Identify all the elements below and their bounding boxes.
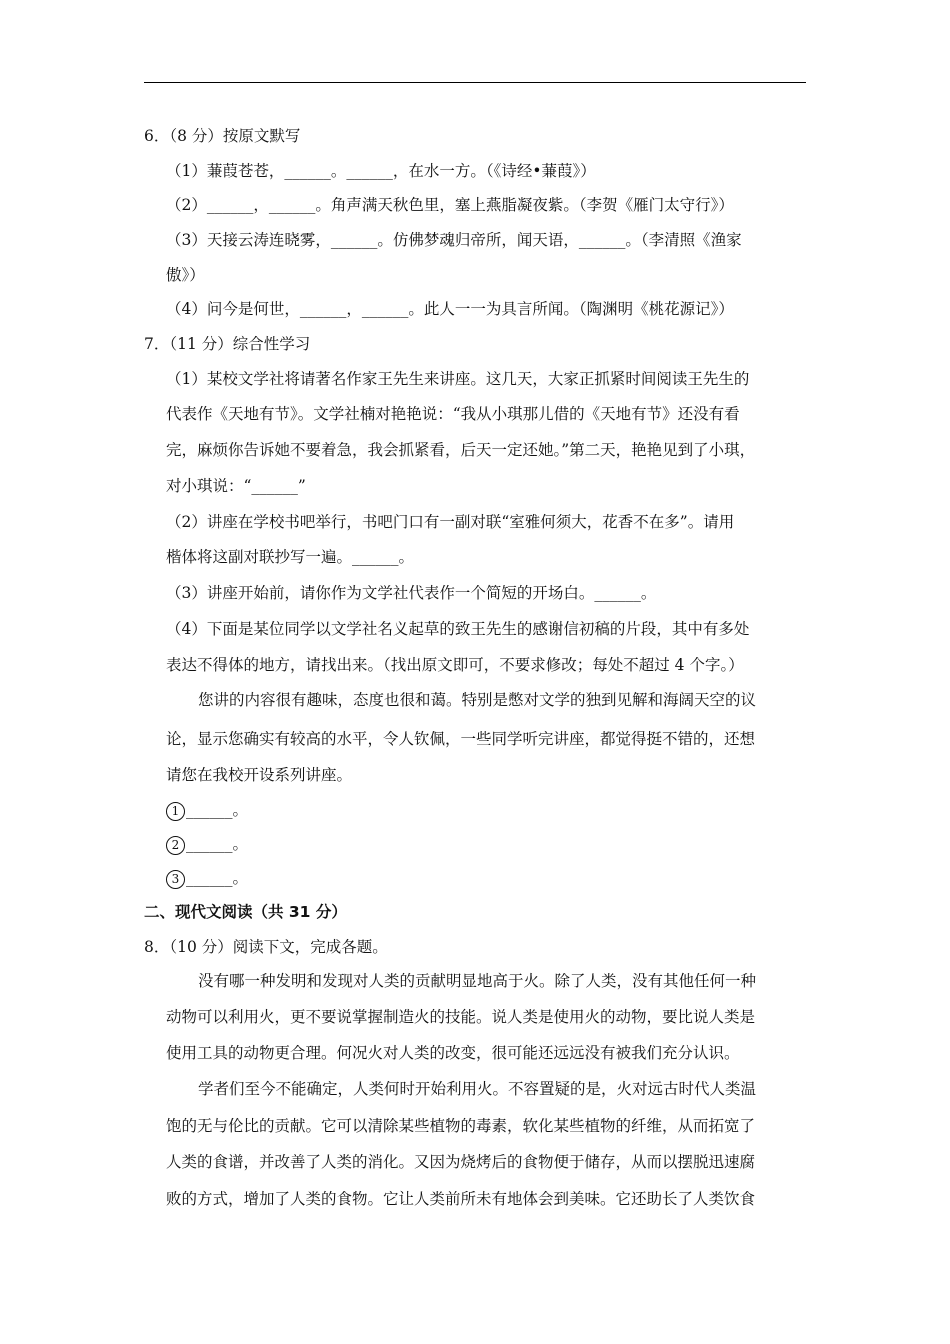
q7-part4-line2: 表达不得体的地方，请找出来。（找出原文即可，不要求修改；每处不超过 4 个字。）: [166, 656, 744, 674]
q6-item-4: （4）问今是何世，______，______。此人一一为具言所闻。（陶渊明《桃花源记》）: [166, 300, 734, 318]
circled-number-3: 3: [166, 870, 185, 889]
answer-3-blank: ______。: [186, 869, 249, 887]
answer-1: [166, 800, 248, 821]
passage-p2-line1: 学者们至今不能确定，人类何时开始利用火。不容置疑的是，火对远古时代人类温: [198, 1080, 757, 1098]
answer-3: [166, 868, 248, 889]
passage-p1-line2: 动物可以利用火，更不要说掌握制造火的技能。说人类是使用火的动物，要比说人类是: [166, 1008, 756, 1026]
section-heading: 二、现代文阅读（共 31 分）: [144, 903, 347, 921]
q7-part1-line4: 对小琪说：“______”: [166, 477, 306, 495]
passage-p2-line3: 人类的食谱，并改善了人类的消化。又因为烧烤后的食物便于储存，从而以摆脱迅速腐: [166, 1153, 756, 1171]
q7-part2-line2: 楷体将这副对联抄写一遍。______。: [166, 548, 415, 566]
q7-part4-line1: （4）下面是某位同学以文学社名义起草的致王先生的感谢信初稿的片段，其中有多处: [166, 620, 750, 638]
q7-part1-line3: 完，麻烦你告诉她不要着急，我会抓紧看，后天一定还她。”第二天，艳艳见到了小琪，: [166, 441, 756, 459]
passage-p1-line1: 没有哪一种发明和发现对人类的贡献明显地高于火。除了人类，没有其他任何一种: [198, 972, 757, 990]
q6-item-3-cont: 傲》）: [166, 266, 205, 284]
letter-excerpt-line3: 请您在我校开设系列讲座。: [166, 766, 353, 784]
q7-part2-line1: （2）讲座在学校书吧举行，书吧门口有一副对联“室雅何须大，花香不在多”。请用: [166, 513, 735, 531]
answer-2-blank: ______。: [186, 835, 249, 853]
circled-number-2: 2: [166, 836, 185, 855]
letter-excerpt-line2: 论，显示您确实有较高的水平，令人钦佩，一些同学听完讲座，都觉得挺不错的，还想: [166, 730, 756, 748]
passage-p2-line4: 败的方式，增加了人类的食物。它让人类前所未有地体会到美味。它还助长了人类饮食: [166, 1190, 756, 1208]
q7-part1-line1: （1）某校文学社将请著名作家王先生来讲座。这几天，大家正抓紧时间阅读王先生的: [166, 370, 750, 388]
q7-part3: （3）讲座开始前，请你作为文学社代表作一个简短的开场白。______。: [166, 584, 657, 602]
answer-1-blank: ______。: [186, 801, 249, 819]
q6-item-3: （3）天接云涛连晓雾，______。仿佛梦魂归帝所，闻天语，______。（李清照《渔家: [166, 231, 742, 249]
answer-2: [166, 834, 248, 855]
passage-p1-line3: 使用工具的动物更合理。何况火对人类的改变，很可能还远远没有被我们充分认识。: [166, 1044, 740, 1062]
q7-part1-line2: 代表作《天地有节》。文学社楠对艳艳说：“我从小琪那儿借的《天地有节》还没有看: [166, 405, 740, 423]
letter-excerpt-line1: 您讲的内容很有趣味，态度也很和蔼。特别是憋对文学的独到见解和海阔天空的议: [198, 691, 757, 709]
q6-heading: 6．（8 分）按原文默写: [144, 127, 301, 145]
circled-number-1: 1: [166, 802, 185, 821]
q7-heading: 7．（11 分）综合性学习: [144, 335, 311, 353]
q6-item-1: （1）蒹葭苍苍，______。______，在水一方。（《诗经•蒹葭》）: [166, 162, 596, 180]
header-rule: [144, 82, 806, 83]
q6-item-2: （2）______，______。角声满天秋色里，塞上燕脂凝夜紫。（李贺《雁门太守行》）: [166, 196, 734, 214]
passage-p2-line2: 饱的无与伦比的贡献。它可以清除某些植物的毒素，软化某些植物的纤维，从而拓宽了: [166, 1117, 756, 1135]
q8-heading: 8．（10 分）阅读下文，完成各题。: [144, 938, 388, 956]
